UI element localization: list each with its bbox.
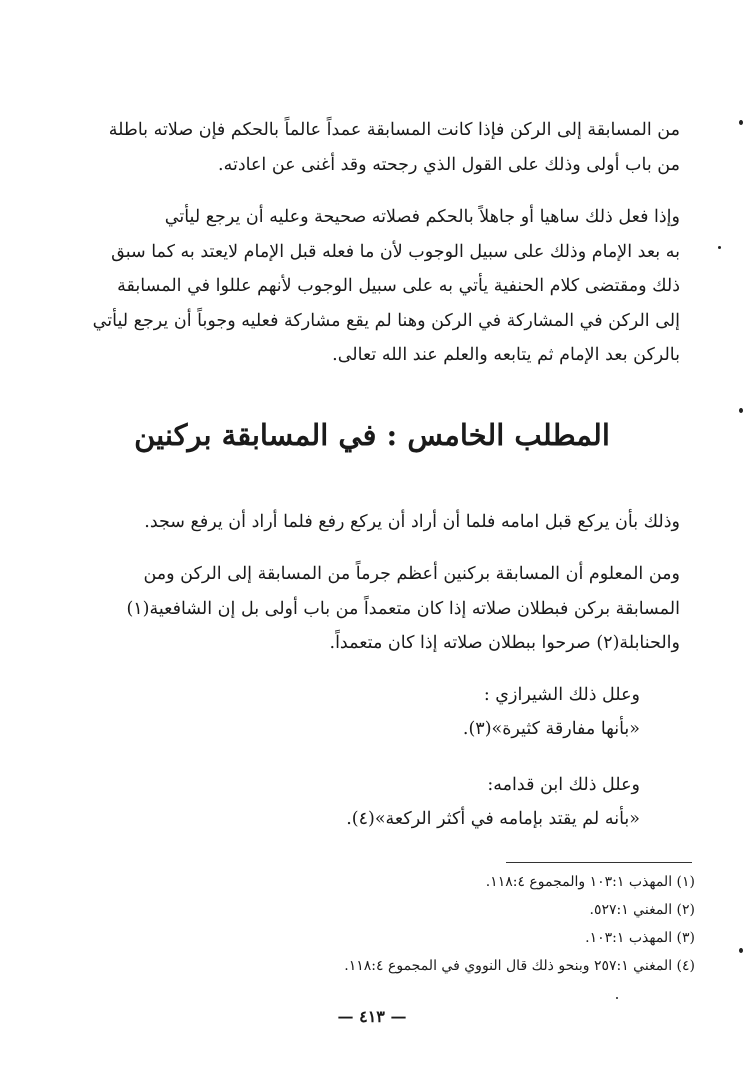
text-line: من باب أولى وذلك على القول الذي رجحته وقد أغنى عن اعادته. (218, 154, 680, 175)
text-line: به بعد الإمام وذلك على سبيل الوجوب لأن ما فعله قبل الإمام لايعتد به كما سبق (111, 241, 680, 262)
paragraph-3 (70, 505, 680, 540)
quote-ibn-qudamah (200, 768, 640, 836)
text-line: ومن المعلوم أن المسابقة بركنين أعظم جرماً من المسابقة إلى الركن ومن (143, 564, 680, 584)
quote-shirazi (200, 678, 640, 746)
footnote-item: (٤) المغني ٢٥٧:١ وبنحو ذلك قال النووي في المجموع ١١٨:٤. (344, 958, 695, 974)
paragraph-1 (70, 113, 680, 182)
text-line: ذلك ومقتضى كلام الحنفية يأتي به على سبيل الوجوب لأنهم عللوا في المسابقة (117, 276, 680, 296)
text-line: إلى الركن في المشاركة في الركن وهنا لم يقع مشاركة فعليه وجوباً أن يرجع ليأتي (92, 310, 680, 331)
quote-intro: وعلل ذلك ابن قدامه: (487, 775, 640, 795)
footnote-item: (٢) المغني ٥٢٧:١. (589, 902, 695, 918)
scan-speck (616, 997, 618, 999)
footnote-divider (506, 862, 692, 863)
scan-speck (739, 948, 743, 953)
page-number: — ٤١٣ — (337, 1007, 407, 1026)
footnotes (200, 868, 695, 980)
quote-text: «بأنه لم يقتد بإمامه في أكثر الركعة»(٤). (346, 809, 640, 829)
scan-speck (739, 120, 743, 125)
text-line: وذلك بأن يركع قبل امامه فلما أن أراد أن يركع رفع فلما أراد أن يرفع سجد. (144, 512, 680, 532)
quote-intro: وعلل ذلك الشيرازي : (483, 685, 640, 705)
text-line: المسابقة بركن فبطلان صلاته إذا كان متعمداً من باب أولى بل إن الشافعية(١) (126, 598, 680, 619)
paragraph-4 (70, 557, 680, 661)
scan-speck (718, 246, 721, 249)
scan-speck (739, 408, 743, 413)
text-line: والحنابلة(٢) صرحوا ببطلان صلاته إذا كان متعمداً. (329, 633, 680, 653)
footnote-item: (١) المهذب ١٠٣:١ والمجموع ١١٨:٤. (485, 874, 695, 890)
section-heading: المطلب الخامس : في المسابقة بركنين (134, 418, 610, 452)
text-line: من المسابقة إلى الركن فإذا كانت المسابقة عمداً عالماً بالحكم فإن صلاته باطلة (108, 120, 680, 140)
footnote-item: (٣) المهذب ١٠٣:١. (585, 930, 695, 946)
quote-text: «بأنها مفارقة كثيرة»(٣). (462, 719, 640, 739)
paragraph-2 (70, 200, 680, 373)
text-line: بالركن بعد الإمام ثم يتابعه والعلم عند الله تعالى. (332, 345, 680, 365)
text-line: وإذا فعل ذلك ساهيا أو جاهلاً بالحكم فصلاته صحيحة وعليه أن يرجع ليأتي (164, 207, 680, 227)
